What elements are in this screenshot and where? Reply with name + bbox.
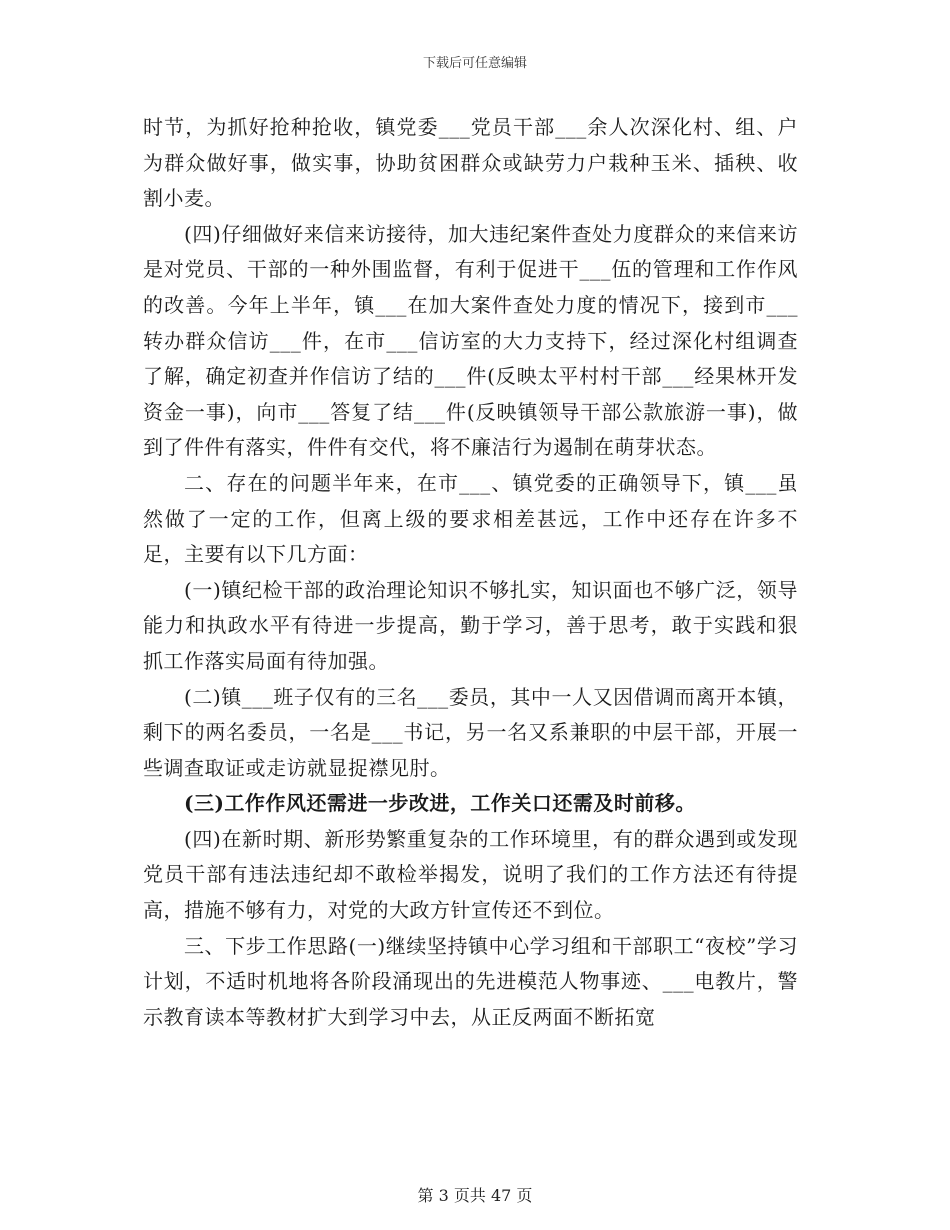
- paragraph-petition-handling: (四)仔细做好来信来访接待，加大违纪案件查处力度群众的来信来访是对党员、干部的一种外围监督，有利于促进干___伍的管理和工作作风的改善。今年上半年，镇___在加大案件查处力度的情况下，接到市___转办群众信访___件，在市___信访室的大力支持下，经过深化村组调查了解，确定初查并作信访了结的___件(反映太平村村干部___经果林开发资金一事)，向市___答复了结___件(反映镇领导干部公款旅游一事)，做到了件件有落实，件件有交代，将不廉洁行为遏制在萌芽状态。: [143, 221, 798, 460]
- page-header: 下载后可任意编辑: [422, 56, 527, 71]
- paragraph-existing-problems: 二、存在的问题半年来，在市___、镇党委的正确领导下，镇___虽然做了一定的工作，但离上级的要求相差甚远，工作中还存在许多不足，主要有以下几方面：: [143, 470, 798, 567]
- paragraph-next-steps: 三、下步工作思路(一)继续坚持镇中心学习组和干部职工“夜校”学习计划，不适时机地将各阶段涌现出的先进模范人物事迹、___电教片，警示教育读本等教材扩大到学习中去，从正反两面不断拓宽: [143, 933, 798, 1029]
- paragraph-problem-4: (四)在新时期、新形势繁重复杂的工作环境里，有的群众遇到或发现党员干部有违法违纪却不敢检举揭发，说明了我们的工作方法还有待提高，措施不够有力，对党的大政方针宣传还不到位。: [143, 826, 798, 923]
- page-number-footer: 第 3 页共 47 页: [417, 1186, 533, 1205]
- document-body: [143, 110, 798, 1035]
- paragraph-problem-1: (一)镇纪检干部的政治理论知识不够扎实，知识面也不够广泛，领导能力和执政水平有待进一步提高，勤于学习，善于思考，敢于实践和狠抓工作落实局面有待加强。: [143, 577, 798, 673]
- paragraph-problem-2: (二)镇___班子仅有的三名___委员，其中一人又因借调而离开本镇，剩下的两名委员，一名是___书记，另一名又系兼职的中层干部，开展一些调查取证或走访就显捉襟见肘。: [143, 684, 798, 780]
- paragraph-problem-3-heading: (三)工作作风还需进一步改进，工作关口还需及时前移。: [184, 791, 696, 816]
- paragraph-continuation: 时节，为抓好抢种抢收，镇党委___党员干部___余人次深化村、组、户为群众做好事，做实事，协助贫困群众或缺劳力户栽种玉米、插秧、收割小麦。: [143, 115, 798, 211]
